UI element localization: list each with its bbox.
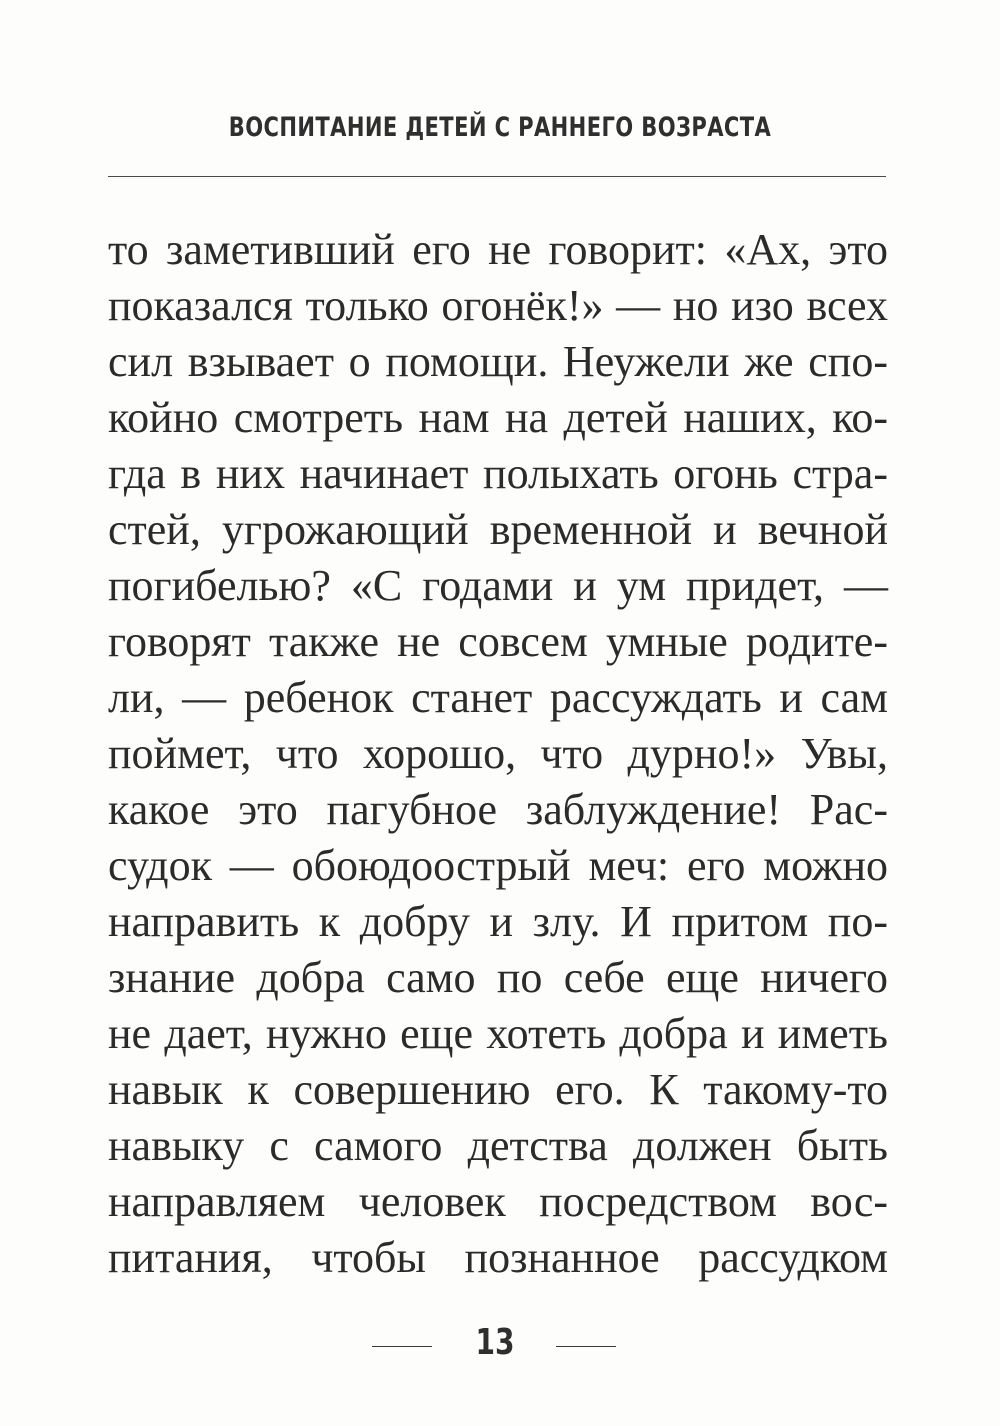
text-line: направляем человек посредством вос- xyxy=(108,1177,888,1226)
page-footer xyxy=(0,1318,1000,1368)
text-line: какое это пагубное заблуждение! Рас- xyxy=(108,785,888,834)
text-line: не дает, нужно еще хотеть добра и иметь xyxy=(108,1009,888,1058)
text-line: говорят также не совсем умные родите- xyxy=(108,617,888,666)
text-line: направить к добру и злу. И притом по- xyxy=(108,897,888,946)
header-divider xyxy=(108,176,886,177)
folio-rule-left xyxy=(372,1346,432,1347)
text-line: знание добра само по себе еще ничего xyxy=(108,953,888,1002)
text-line: питания, чтобы познанное рассудком xyxy=(108,1233,888,1282)
folio-rule-right xyxy=(556,1346,616,1347)
running-head-title: ВОСПИТАНИЕ ДЕТЕЙ С РАННЕГО ВОЗРАСТА xyxy=(228,112,772,143)
text-line: сил взывает о помощи. Неужели же спо- xyxy=(108,337,888,386)
text-line: погибелью? «С годами и ум придет, — xyxy=(108,561,888,610)
text-line: навык к совершению его. К такому-то xyxy=(108,1065,888,1114)
text-line: навыку с самого детства должен быть xyxy=(108,1121,888,1170)
text-line: поймет, что хорошо, что дурно!» Увы, xyxy=(108,729,888,778)
body-text xyxy=(108,222,888,1286)
text-line: судок — обоюдоострый меч: его можно xyxy=(108,841,888,890)
text-line: стей, угрожающий временной и вечной xyxy=(108,505,888,554)
text-line: показался только огонёк!» — но изо всех xyxy=(108,281,888,330)
text-line: то заметивший его не говорит: «Ах, это xyxy=(108,225,888,274)
text-line: койно смотреть нам на детей наших, ко- xyxy=(108,393,888,442)
page-number: 13 xyxy=(475,1322,515,1363)
text-line: гда в них начинает полыхать огонь стра- xyxy=(108,449,888,498)
text-line: ли, — ребенок станет рассуждать и сам xyxy=(108,673,888,722)
